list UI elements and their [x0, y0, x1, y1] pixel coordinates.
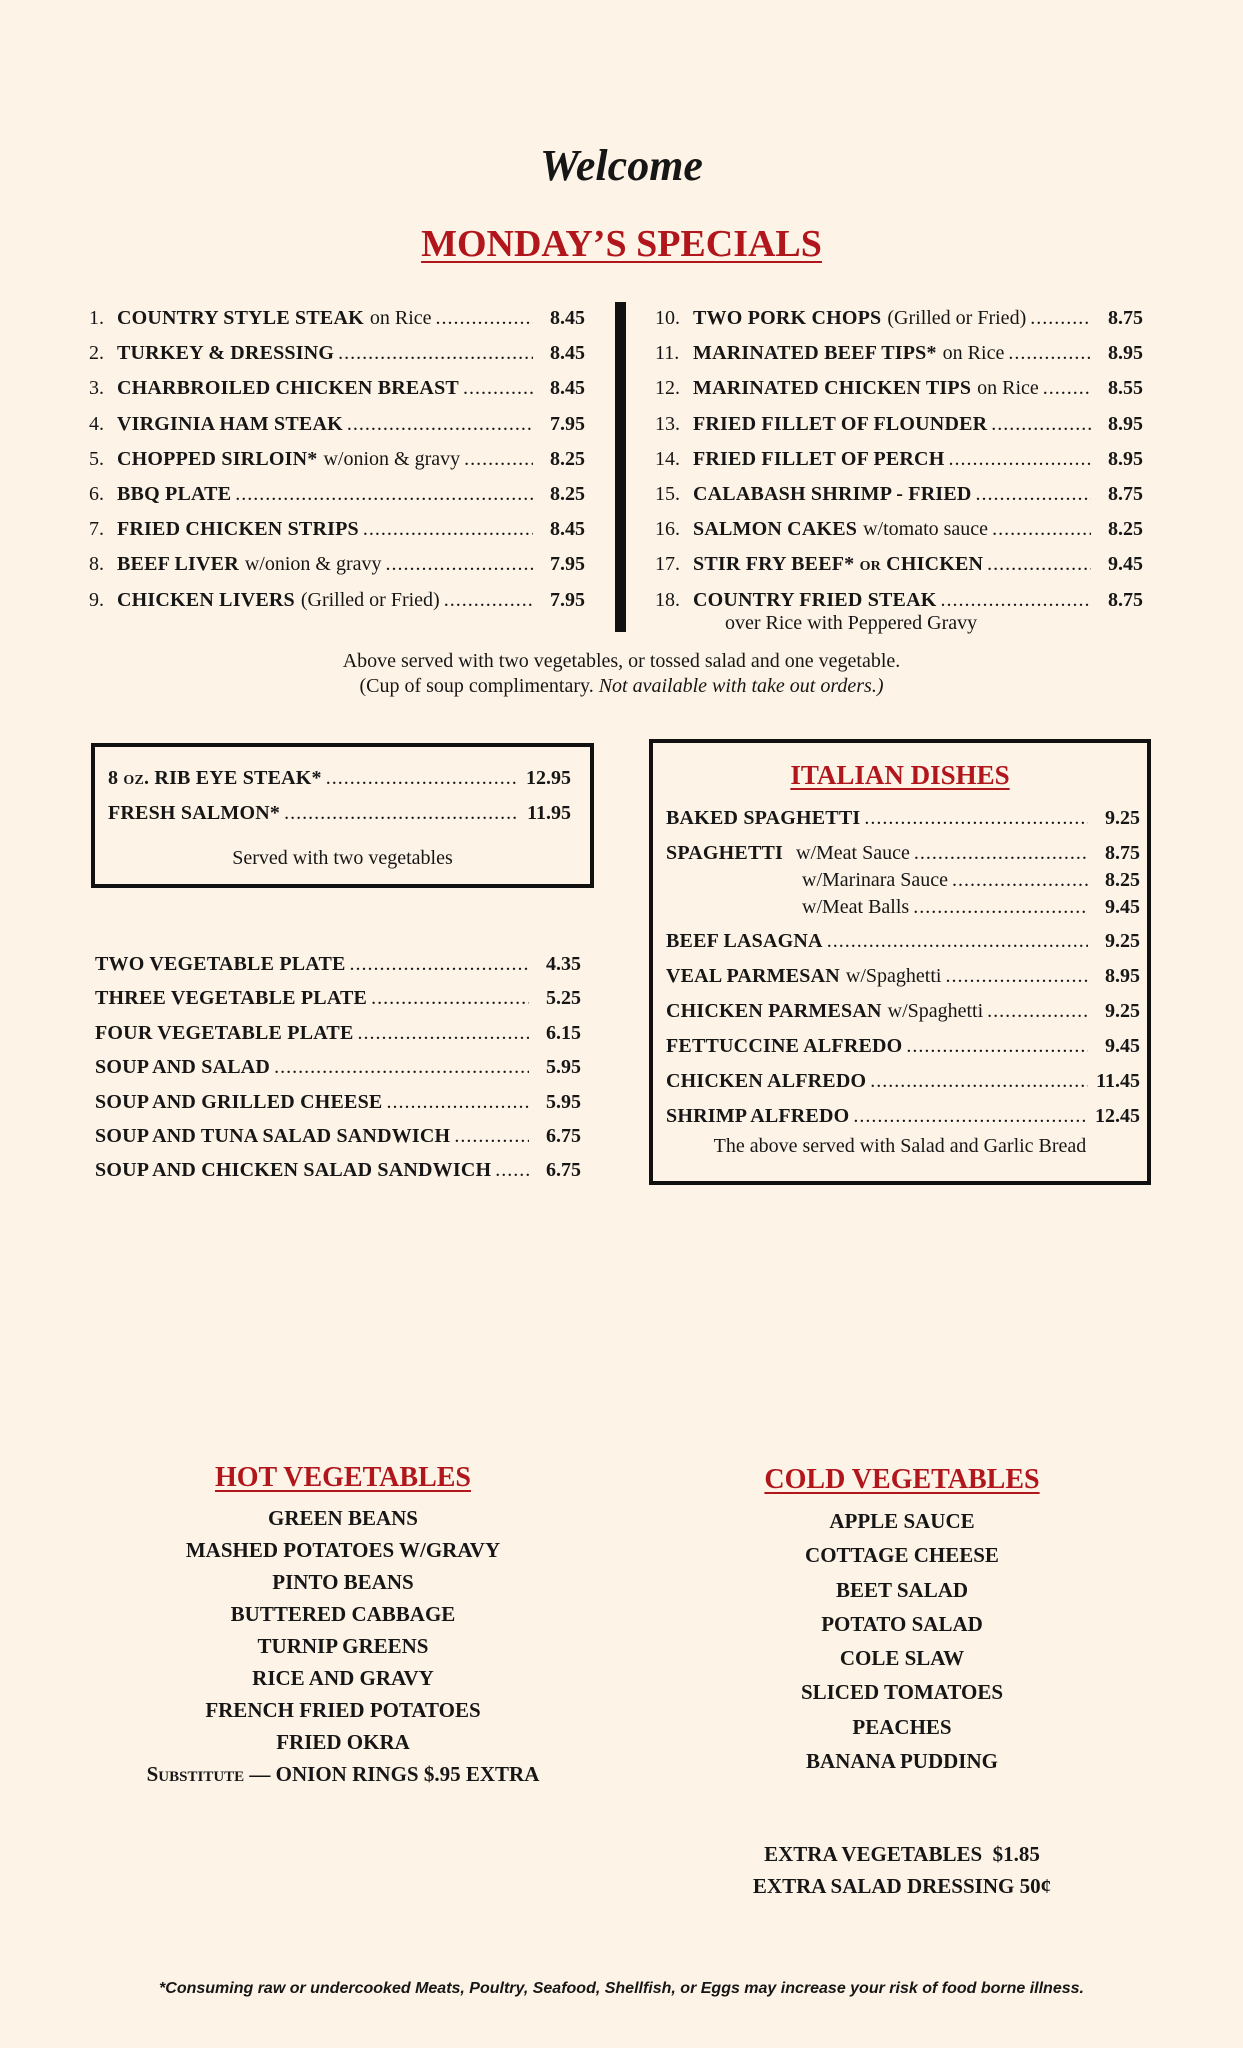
item-description: w/Meat Sauce [796, 842, 910, 864]
item-number: 8. [89, 553, 104, 576]
item-name: SHRIMP ALFREDO [666, 1105, 850, 1127]
item-price: 5.95 [546, 1056, 581, 1079]
item-number: 6. [89, 483, 104, 505]
leader-dots [987, 553, 1091, 576]
italian-row [666, 807, 1140, 830]
leader-dots [463, 377, 533, 400]
item-name: SALMON CAKES [693, 518, 858, 541]
item-price: 5.95 [546, 1090, 581, 1113]
item-number: 12. [655, 377, 680, 400]
leader-dots [992, 518, 1091, 541]
leader-dots [347, 413, 533, 436]
item-description: w/onion & gravy [323, 447, 461, 470]
item-name: CHICKEN LIVERS [117, 588, 295, 611]
leader-dots [371, 987, 529, 1010]
item-number: 4. [89, 412, 104, 435]
item-name: FETTUCCINE ALFREDO [666, 1035, 903, 1057]
leader-dots [1030, 307, 1091, 330]
hot-vegetable-item: FRIED OKRA [276, 1730, 410, 1754]
italian-row [666, 930, 1140, 953]
item-name: BEEF LASAGNA [666, 930, 823, 952]
leader-dots [444, 589, 533, 612]
item-name: FOUR VEGETABLE PLATE [95, 1021, 354, 1044]
item-name: BAKED SPAGHETTI [666, 807, 861, 829]
plate-row [95, 1159, 581, 1182]
leader-dots [914, 842, 1088, 865]
special-row [89, 307, 585, 330]
item-price: 7.95 [550, 553, 585, 576]
leader-dots [827, 930, 1088, 953]
hot-vegetable-item: BUTTERED CABBAGE [230, 1602, 456, 1626]
item-name: FRESH SALMON* [108, 802, 281, 824]
item-description: on Rice [369, 307, 432, 329]
item-name: 8 oz. RIB EYE STEAK* [108, 767, 322, 789]
item-price: 8.25 [1108, 518, 1143, 541]
cold-vegetable-item: PEACHES [852, 1714, 952, 1739]
special-row [655, 413, 1143, 436]
leader-dots [358, 1022, 530, 1045]
item-number: 7. [89, 518, 104, 541]
item-price: 6.75 [546, 1159, 581, 1182]
item-description: (Grilled or Fried) [300, 588, 440, 611]
item-price: 9.25 [1105, 807, 1140, 829]
item-number: 17. [655, 553, 680, 576]
item-price: 5.25 [546, 987, 581, 1010]
cold-vegetable-item: BEET SALAD [835, 1577, 969, 1602]
item-price: 8.95 [1105, 965, 1140, 987]
leader-dots [495, 1159, 529, 1182]
plate-row [95, 1056, 581, 1079]
italian-row [666, 1070, 1140, 1093]
leader-dots [235, 483, 533, 506]
item-name: CALABASH SHRIMP - FRIED [693, 483, 972, 505]
item-number: 15. [655, 483, 680, 505]
hot-vegetables-title: HOT VEGETABLES [215, 1462, 471, 1493]
item-description: w/Spaghetti [845, 965, 942, 987]
food-safety-footnote: *Consuming raw or undercooked Meats, Poultry, Seafood, Shellfish, or Eggs may increase your risk of food borne illness. [159, 1980, 1084, 1997]
item-price: 12.95 [526, 767, 571, 789]
item-name: CHICKEN ALFREDO [666, 1070, 867, 1092]
plate-row [95, 1091, 581, 1114]
item-price: 9.25 [1105, 1000, 1140, 1022]
item-price: 7.95 [550, 412, 585, 435]
leader-dots [945, 965, 1088, 988]
item-name: COUNTRY FRIED STEAK [693, 588, 937, 611]
hot-vegetable-item: FRENCH FRIED POTATOES [205, 1698, 481, 1722]
leader-dots [284, 802, 519, 825]
item-number: 11. [655, 342, 680, 365]
item-price: 6.15 [546, 1021, 581, 1044]
item-name: CHICKEN PARMESAN [666, 1000, 882, 1022]
leader-dots [976, 483, 1091, 506]
item-price: 12.45 [1095, 1105, 1140, 1127]
item-name: STIR FRY BEEF* or CHICKEN [693, 553, 984, 576]
cold-vegetables-title: COLD VEGETABLES [764, 1464, 1040, 1495]
item-name: VEAL PARMESAN [666, 965, 840, 987]
item-description: w/onion & gravy [244, 553, 382, 576]
leader-dots [436, 307, 533, 330]
item-price: 8.25 [550, 447, 585, 470]
italian-row [666, 965, 1140, 988]
item-price: 11.95 [527, 802, 571, 824]
item-number: 14. [655, 447, 680, 470]
item-description: on Rice [942, 342, 1005, 365]
leader-dots [386, 1091, 529, 1114]
item-number: 1. [89, 307, 104, 329]
item-description: w/Marinara Sauce [802, 869, 949, 891]
leader-dots [464, 448, 533, 471]
item-price: 8.95 [1108, 447, 1143, 470]
leader-dots [274, 1056, 529, 1079]
item-price: 9.45 [1105, 896, 1140, 918]
item-number: 10. [655, 307, 680, 329]
item-number: 18. [655, 588, 680, 611]
item-name: MARINATED BEEF TIPS* [693, 342, 937, 365]
hot-vegetable-item: RICE AND GRAVY [252, 1666, 434, 1690]
item-price: 8.45 [550, 307, 585, 329]
leader-dots [941, 589, 1092, 612]
item-name: VIRGINIA HAM STEAK [117, 412, 343, 435]
cold-vegetable-item: BANANA PUDDING [806, 1749, 998, 1774]
item-number: 3. [89, 377, 104, 400]
item-price: 8.95 [1108, 412, 1143, 435]
item-name: FRIED FILLET OF PERCH [693, 447, 945, 470]
item-description: w/Spaghetti [887, 1000, 984, 1022]
item-price: 8.75 [1108, 307, 1143, 329]
item-name: SOUP AND CHICKEN SALAD SANDWICH [95, 1159, 492, 1182]
special-row [89, 377, 585, 400]
special-row [655, 553, 1143, 576]
served-note-line1: Above served with two vegetables, or tossed salad and one vegetable. [342, 650, 901, 672]
plate-row [95, 1022, 581, 1045]
hot-vegetable-item: GREEN BEANS [268, 1506, 418, 1530]
item-number: 5. [89, 447, 104, 470]
item-price: 9.45 [1108, 553, 1143, 576]
item-description: (Grilled or Fried) [887, 307, 1027, 329]
plate-row [95, 1125, 581, 1148]
served-note-line2 [0, 675, 1243, 698]
item-name: SOUP AND GRILLED CHEESE [95, 1090, 383, 1113]
hot-vegetables-list [93, 1502, 593, 1790]
leader-dots [1008, 342, 1091, 365]
steak-box-note: Served with two vegetables [232, 847, 453, 869]
leader-dots [987, 1000, 1088, 1023]
item-name: THREE VEGETABLE PLATE [95, 987, 368, 1010]
item-price: 8.95 [1108, 342, 1143, 365]
item-number: 9. [89, 588, 104, 611]
special-row [89, 518, 585, 541]
item-name: CHOPPED SIRLOIN* [117, 447, 318, 470]
special-row [655, 518, 1143, 541]
hot-vegetable-item: TURNIP GREENS [257, 1634, 429, 1658]
item-name: SOUP AND TUNA SALAD SANDWICH [95, 1125, 451, 1147]
item-name: BEEF LIVER [117, 553, 239, 576]
item-name: MARINATED CHICKEN TIPS [693, 377, 972, 400]
extra-charge-item: EXTRA VEGETABLES $1.85 [764, 1842, 1040, 1866]
special-row [655, 589, 1143, 612]
special-row [655, 448, 1143, 471]
special-row [89, 413, 585, 436]
steak-row [108, 767, 571, 790]
item-name: COUNTRY STYLE STEAK [117, 307, 364, 329]
item-price: 8.75 [1108, 588, 1143, 611]
special-row [89, 448, 585, 471]
item-price: 8.45 [550, 342, 585, 365]
italian-row [666, 1105, 1140, 1128]
cold-vegetable-item: SLICED TOMATOES [800, 1680, 1004, 1705]
steak-box [91, 743, 594, 888]
special-18-subtitle: over Rice with Peppered Gravy [725, 612, 978, 634]
plate-row [95, 987, 581, 1010]
special-row [655, 377, 1143, 400]
item-price: 8.25 [1105, 869, 1140, 891]
item-price: 8.55 [1108, 377, 1143, 400]
leader-dots [864, 807, 1088, 830]
leader-dots [991, 413, 1091, 436]
leader-dots [1043, 377, 1091, 400]
item-name: TWO VEGETABLE PLATE [95, 953, 346, 975]
item-price: 6.75 [546, 1125, 581, 1147]
italian-subrow [796, 896, 1140, 919]
leader-dots [913, 896, 1088, 919]
leader-dots [870, 1070, 1088, 1093]
item-price: 8.45 [550, 518, 585, 541]
leader-dots [386, 553, 534, 576]
item-name: SOUP AND SALAD [95, 1056, 271, 1079]
item-number: 13. [655, 412, 680, 435]
welcome-heading: Welcome [540, 141, 703, 190]
item-description: on Rice [977, 377, 1039, 400]
item-price: 4.35 [546, 953, 581, 975]
leader-dots [454, 1125, 529, 1148]
special-row [655, 342, 1143, 365]
italian-row [666, 1000, 1140, 1023]
item-name: BBQ PLATE [117, 483, 232, 505]
hot-vegetable-item: MASHED POTATOES W/GRAVY [185, 1538, 501, 1562]
item-price: 8.25 [550, 483, 585, 505]
item-price: 8.75 [1108, 483, 1143, 505]
italian-row [666, 842, 1140, 865]
special-row [89, 589, 585, 612]
item-name: FRIED CHICKEN STRIPS [117, 518, 359, 541]
italian-note: The above served with Salad and Garlic Bread [713, 1135, 1087, 1157]
italian-box [649, 739, 1151, 1185]
hot-vegetable-item: Substitute — ONION RINGS $.95 EXTRA [146, 1762, 540, 1786]
item-name: SPAGHETTI [666, 842, 784, 864]
item-price: 11.45 [1096, 1070, 1140, 1092]
item-description: w/Meat Balls [802, 896, 910, 918]
leader-dots [952, 869, 1088, 892]
special-row [89, 342, 585, 365]
leader-dots [853, 1105, 1088, 1128]
leader-dots [326, 767, 519, 790]
item-name: TWO PORK CHOPS [693, 307, 882, 329]
leader-dots [338, 342, 533, 365]
item-number: 16. [655, 518, 680, 541]
cold-vegetable-item: COTTAGE CHEESE [805, 1543, 999, 1568]
leader-dots [363, 518, 533, 541]
leader-dots [906, 1035, 1088, 1058]
item-price: 8.45 [550, 377, 585, 400]
item-name: CHARBROILED CHICKEN BREAST [117, 377, 459, 400]
extras-list [702, 1838, 1102, 1902]
special-row [655, 307, 1143, 330]
item-price: 8.75 [1105, 842, 1140, 864]
served-note-soup: (Cup of soup complimentary. [359, 675, 594, 697]
cold-vegetable-item: COLE SLAW [839, 1646, 965, 1671]
italian-row [666, 1035, 1140, 1058]
hot-vegetable-item: PINTO BEANS [272, 1570, 414, 1594]
leader-dots [948, 448, 1091, 471]
italian-subrow [796, 869, 1140, 892]
extra-charge-item: EXTRA SALAD DRESSING 50¢ [752, 1874, 1052, 1898]
cold-vegetable-item: APPLE SAUCE [829, 1509, 975, 1533]
cold-vegetable-item: POTATO SALAD [821, 1611, 983, 1636]
column-divider [615, 302, 626, 632]
item-price: 9.25 [1105, 930, 1140, 952]
special-row [655, 483, 1143, 506]
item-price: 7.95 [550, 588, 585, 611]
leader-dots [350, 953, 529, 976]
italian-title: ITALIAN DISHES [790, 760, 1010, 790]
item-price: 9.45 [1105, 1035, 1140, 1057]
steak-row [108, 802, 571, 825]
cold-vegetables-list [702, 1504, 1102, 1778]
item-name: TURKEY & DRESSING [117, 342, 335, 365]
item-description: w/tomato sauce [863, 518, 989, 541]
special-row [89, 483, 585, 506]
item-name: FRIED FILLET OF FLOUNDER [693, 412, 988, 435]
plate-row [95, 953, 581, 976]
served-note-takeout: Not available with take out orders.) [598, 675, 884, 697]
special-row [89, 553, 585, 576]
item-number: 2. [89, 342, 104, 365]
page-title: MONDAY’S SPECIALS [421, 223, 822, 265]
